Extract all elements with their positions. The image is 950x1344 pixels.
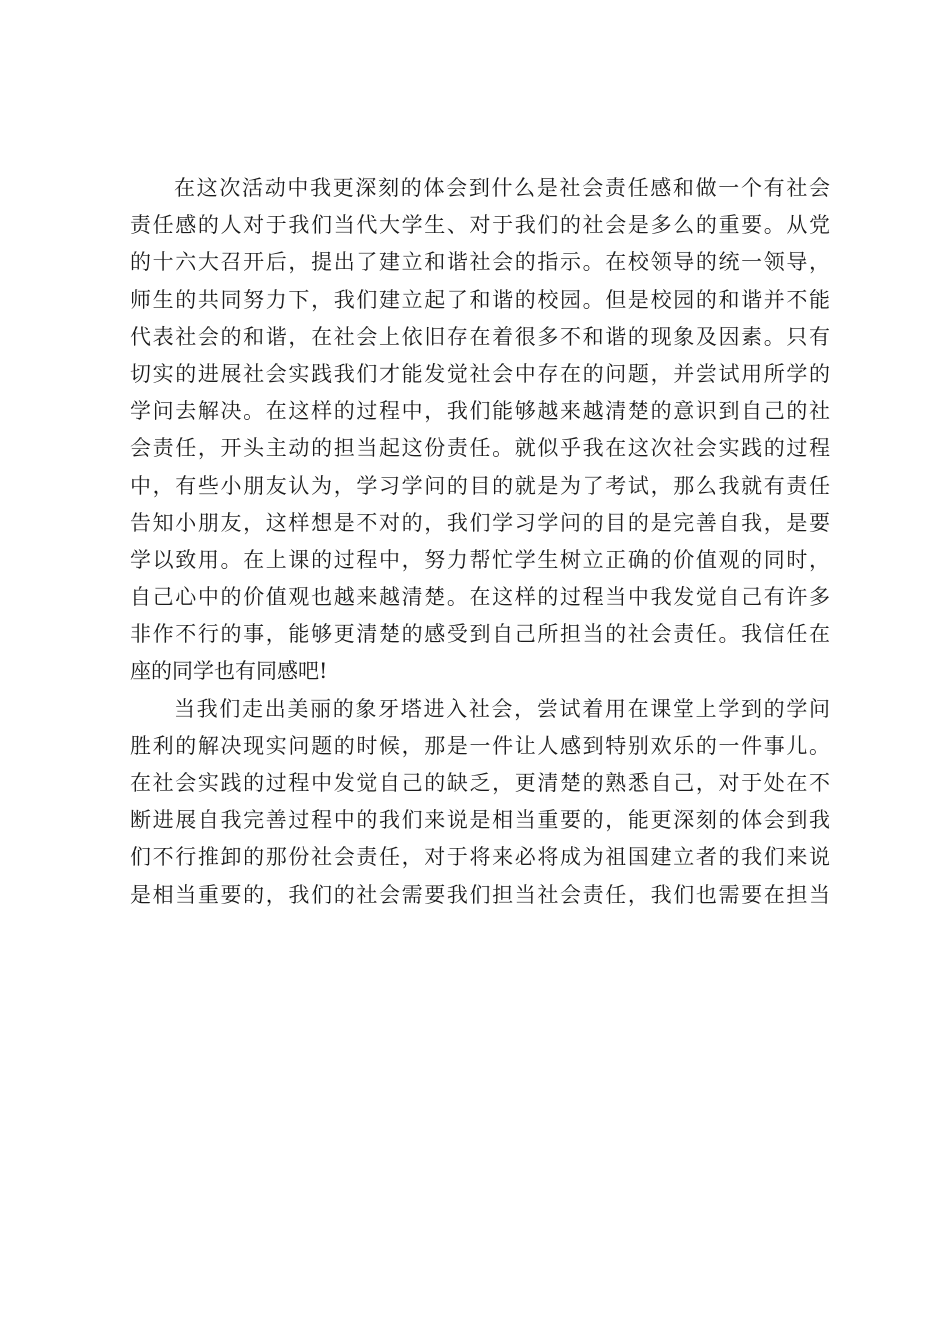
text-line: 当我们走出美丽的象牙塔进入社会，尝试着用在课堂上学到的学问 — [174, 696, 830, 721]
paragraph-1 — [130, 170, 830, 691]
text-line: 代表社会的和谐，在社会上依旧存在着很多不和谐的现象及因素。只有 — [130, 324, 830, 349]
paragraph-2 — [130, 691, 830, 914]
text-line: 在社会实践的过程中发觉自己的缺乏，更清楚的熟悉自己，对于处在不 — [130, 771, 830, 795]
text-line: 断进展自我完善过程中的我们来说是相当重要的，能更深刻的体会到我 — [130, 808, 830, 833]
text-line: 责任感的人对于我们当代大学生、对于我们的社会是多么的重要。从党 — [130, 213, 830, 238]
text-line: 的十六大召开后，提出了建立和谐社会的指示。在校领导的统一领导， — [130, 250, 830, 275]
body-text — [130, 170, 830, 914]
text-line: 学问去解决。在这样的过程中，我们能够越来越清楚的意识到自己的社 — [130, 399, 830, 424]
text-line: 中，有些小朋友认为，学习学问的目的就是为了考试，那么我就有责任 — [130, 473, 830, 498]
text-line: 胜利的解决现实问题的时候，那是一件让人感到特别欢乐的一件事儿。 — [130, 733, 830, 758]
text-line: 会责任，开头主动的担当起这份责任。就似乎我在这次社会实践的过程 — [130, 436, 830, 461]
text-line: 是相当重要的，我们的社会需要我们担当社会责任，我们也需要在担当 — [130, 882, 830, 907]
text-line: 学以致用。在上课的过程中，努力帮忙学生树立正确的价值观的同时， — [130, 547, 830, 572]
text-line: 们不行推卸的那份社会责任，对于将来必将成为祖国建立者的我们来说 — [130, 845, 830, 870]
text-line: 切实的进展社会实践我们才能发觉社会中存在的问题，并尝试用所学的 — [130, 361, 830, 386]
text-line: 座的同学也有同感吧! — [130, 659, 328, 684]
text-line: 告知小朋友，这样想是不对的，我们学习学问的目的是完善自我，是要 — [130, 510, 830, 535]
text-line: 自己心中的价值观也越来越清楚。在这样的过程当中我发觉自己有许多 — [130, 585, 830, 610]
text-line: 师生的共同努力下，我们建立起了和谐的校园。但是校园的和谐并不能 — [130, 287, 830, 312]
text-line: 在这次活动中我更深刻的体会到什么是社会责任感和做一个有社会 — [174, 176, 830, 200]
text-line: 非作不行的事，能够更清楚的感受到自己所担当的社会责任。我信任在 — [130, 622, 830, 647]
